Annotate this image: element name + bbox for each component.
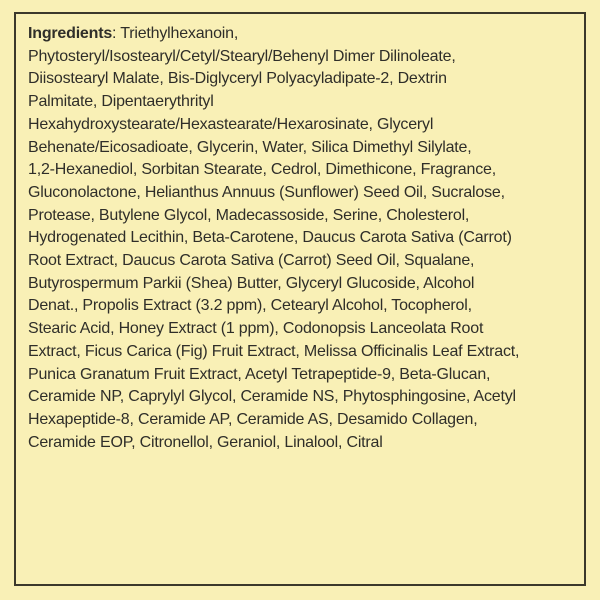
ingredients-line: Extract, Ficus Carica (Fig) Fruit Extract, Melissa Officinalis Leaf Extract, [28,342,520,360]
ingredients-line: Palmitate, Dipentaerythrityl [28,93,214,111]
ingredients-line: Hydrogenated Lecithin, Beta-Carotene, Daucus Carota Sativa (Carrot) [28,229,512,247]
ingredients-line: Hexahydroxystearate/Hexastearate/Hexarosinate, Glyceryl [28,115,434,133]
ingredients-line: Ceramide NP, Caprylyl Glycol, Ceramide NS, Phytosphingosine, Acetyl [28,388,516,406]
ingredients-line: Butyrospermum Parkii (Shea) Butter, Glyceryl Glucoside, Alcohol [28,274,475,292]
ingredients-line: Ceramide EOP, Citronellol, Geraniol, Linalool, Citral [28,433,383,451]
ingredients-line: Gluconolactone, Helianthus Annuus (Sunflower) Seed Oil, Sucralose, [28,183,505,201]
ingredients-line: Protease, Butylene Glycol, Madecassoside, Serine, Cholesterol, [28,206,470,224]
ingredients-line: Denat., Propolis Extract (3.2 ppm), Cetearyl Alcohol, Tocopherol, [28,297,472,315]
ingredients-line: 1,2-Hexanediol, Sorbitan Stearate, Cedrol, Dimethicone, Fragrance, [28,161,496,179]
ingredients-line: Stearic Acid, Honey Extract (1 ppm), Codonopsis Lanceolata Root [28,320,484,338]
ingredients-line: Phytosteryl/Isostearyl/Cetyl/Stearyl/Behenyl Dimer Dilinoleate, [28,47,456,65]
ingredients-label-box [14,12,586,586]
ingredients-line [28,23,572,46]
ingredients-heading-separator: : [112,25,121,42]
ingredients-line: Punica Granatum Fruit Extract, Acetyl Tetrapeptide-9, Beta-Glucan, [28,365,491,383]
ingredients-line: Root Extract, Daucus Carota Sativa (Carrot) Seed Oil, Squalane, [28,252,475,270]
ingredients-line: Hexapeptide-8, Ceramide AP, Ceramide AS, Desamido Collagen, [28,410,478,428]
ingredients-line: Behenate/Eicosadioate, Glycerin, Water, Silica Dimethyl Silylate, [28,138,472,156]
ingredients-line-text: Triethylhexanoin, [120,25,239,42]
ingredients-line: Diisostearyl Malate, Bis-Diglyceryl Polyacyladipate-2, Dextrin [28,70,447,88]
ingredients-heading: Ingredients [28,25,113,42]
